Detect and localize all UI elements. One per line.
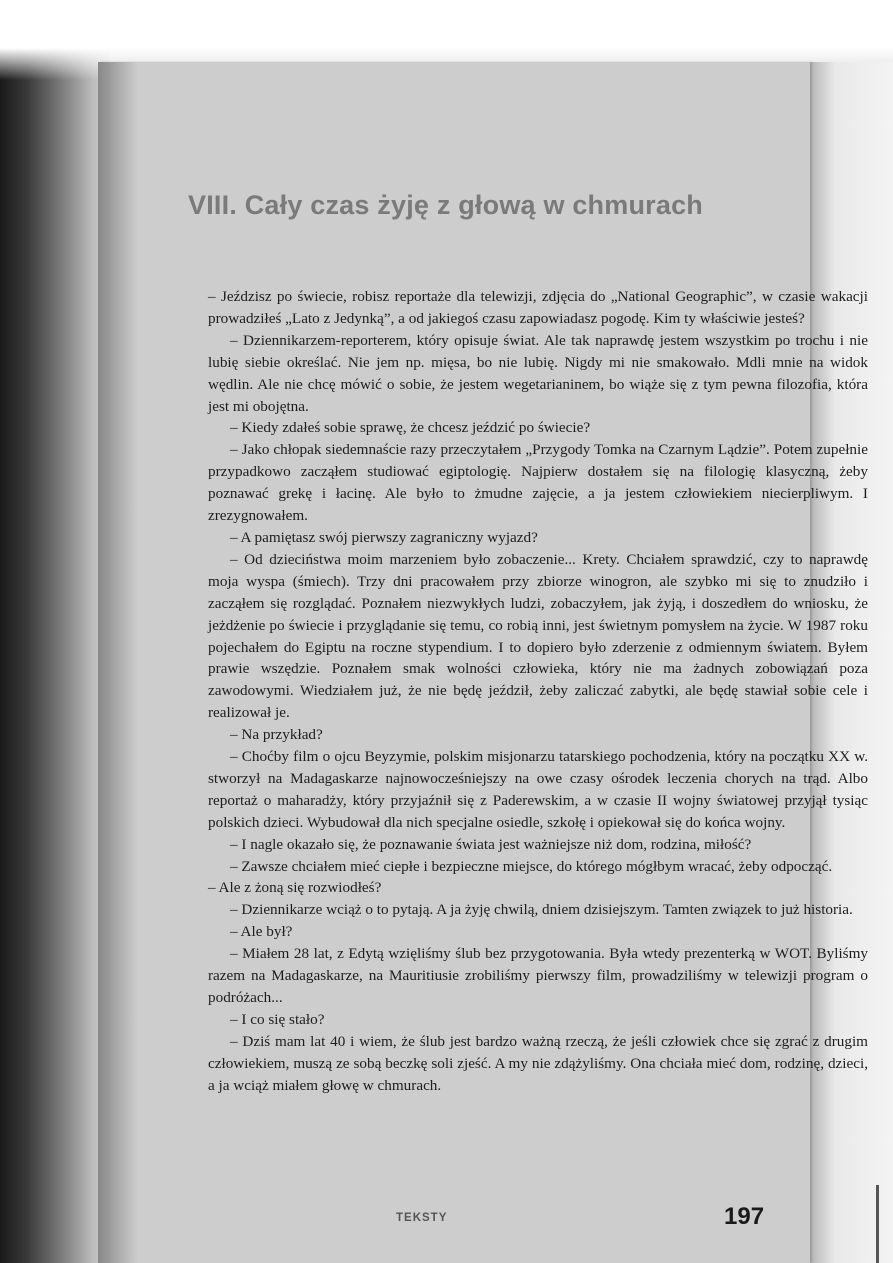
- paragraph: – Od dzieciństwa moim marzeniem było zobaczenie... Krety. Chciałem sprawdzić, czy to naprawdę moja wyspa (śmiech). Trzy dni pracowałem przy zbiorze winogron, ale szybko mi się to znudziło i zacząłem się rozglądać. Poznałem niezwykłych ludzi, zobaczyłem, jak żyją, i doszedłem do wniosku, że jeżdżenie po świecie i przyglądanie się temu, co robią inni, jest świetnym pomysłem na życie. W 1987 roku pojechałem do Egiptu na roczne stypendium. I to dopiero było zderzenie z odmiennym światem. Byłem prawie wszędzie. Poznałem smak wolności człowieka, który nie ma żadnych zobowiązań poza zawodowymi. Wiedziałem już, że nie będę jeździł, żeby zaliczać zabytki, ale będę stawiał sobie cele i realizował je.: [208, 550, 868, 722]
- section-label: TEKSTY: [396, 1212, 448, 1224]
- paragraph: – I nagle okazało się, że poznawanie świata jest ważniejsze niż dom, rodzina, miłość?: [230, 835, 752, 853]
- paragraph: – Ale z żoną się rozwiodłeś?: [208, 879, 382, 897]
- binding-edge-line: [876, 1185, 879, 1263]
- scan-shadow: [0, 0, 110, 1263]
- paragraph: – A pamiętasz swój pierwszy zagraniczny wyjazd?: [230, 528, 538, 546]
- paragraph: – Jako chłopak siedemnaście razy przeczytałem „Przygody Tomka na Czarnym Lądzie”. Potem zupełnie przypadkowo zacząłem studiować egiptologię. Najpierw dostałem się na filologię klasyczną, żeby poznawać grekę i łacinę. Ale było to żmudne zajęcie, a ja jestem człowiekiem niecierpliwym. I zrezygnowałem.: [208, 441, 868, 525]
- chapter-title: VIII. Cały czas żyję z głową w chmurach: [188, 190, 703, 220]
- paragraph: – Dziennikarze wciąż o to pytają. A ja żyję chwilą, dniem dzisiejszym. Tamten związek to już historia.: [230, 901, 853, 919]
- interview-text: [208, 286, 868, 1097]
- paragraph: – Kiedy zdałeś sobie sprawę, że chcesz jeździć po świecie?: [230, 419, 591, 437]
- page-number: 197: [724, 1203, 765, 1230]
- paragraph: – I co się stało?: [230, 1010, 325, 1028]
- book-page: [98, 62, 868, 1263]
- paragraph: – Dziennikarzem-reporterem, który opisuje świat. Ale tak naprawdę jestem wszystkim po trochu i nie lubię siebie określać. Nie jem np. mięsa, bo nie lubię. Nigdy mi nie smakowało. Mdli mnie na widok wędlin. Ale nie chcę mówić o sobie, że jestem wegetarianinem, bo wiąże się z tym pewna filozofia, która jest mi obojętna.: [208, 331, 868, 415]
- paragraph: – Miałem 28 lat, z Edytą wzięliśmy ślub bez przygotowania. Była wtedy prezenterką w WOT. Byliśmy razem na Madagaskarze, na Mauritiusie zrobiliśmy pierwszy film, prowadziliśmy w telewizji program o podróżach...: [208, 945, 868, 1006]
- paragraph: – Choćby film o ojcu Beyzymie, polskim misjonarzu tatarskiego pochodzenia, który na początku XX w. stworzył na Madagaskarze najnowocześniejszy na owe czasy ośrodek leczenia chorych na trąd. Albo reportaż o maharadży, który przyjaźnił się z Paderewskim, a w czasie II wojny światowej przyjął tysiąc polskich dzieci. Wybudował dla nich specjalne osiedle, szkołę i opiekował się do końca wojny.: [208, 748, 868, 831]
- paragraph: – Ale był?: [230, 923, 293, 941]
- paragraph: – Zawsze chciałem mieć ciepłe i bezpieczne miejsce, do którego mógłbym wracać, żeby odpocząć.: [230, 857, 833, 875]
- paragraph: – Jeździsz po świecie, robisz reportaże dla telewizji, zdjęcia do „National Geographic”, w czasie wakacji prowadziłeś „Lato z Jedynką”, a od jakiegoś czasu zapowiadasz pogodę. Kim ty właściwie jesteś?: [208, 288, 868, 327]
- gutter-shadow: [98, 62, 138, 1263]
- paragraph: – Dziś mam lat 40 i wiem, że ślub jest bardzo ważną rzeczą, że jeśli człowiek chce się zgrać z drugim człowiekiem, muszą ze sobą beczkę soli zjeść. A my nie zdążyliśmy. Ona chciała mieć dom, rodzinę, dzieci, a ja wciąż miałem głowę w chmurach.: [208, 1032, 868, 1094]
- paragraph: – Na przykład?: [230, 726, 323, 744]
